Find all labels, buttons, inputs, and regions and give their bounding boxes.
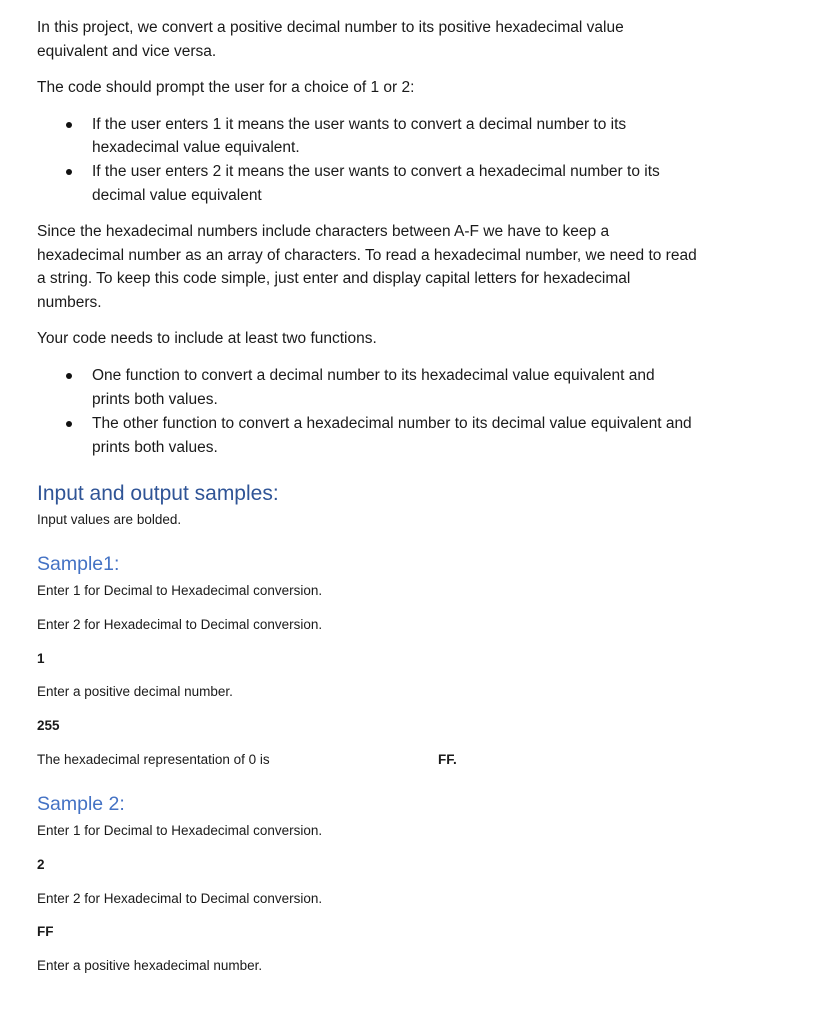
hexnote-line-2: hexadecimal number as an array of characters. To read a hexadecimal number, we need to read [37, 247, 697, 264]
sample1-input-choice: 1 [37, 651, 45, 666]
sample1-input-number: 255 [37, 718, 60, 733]
bullet-dot [66, 373, 72, 379]
sample1-result-value: FF. [438, 752, 457, 767]
bullet-function-2-line-2: prints both values. [92, 439, 218, 456]
bullet-choice-1-line-2: hexadecimal value equivalent. [92, 139, 300, 156]
sample2-option-2: Enter 2 for Hexadecimal to Decimal conversion. [37, 891, 323, 906]
bullet-choice-2-line-2: decimal value equivalent [92, 187, 262, 204]
sample1-option-2: Enter 2 for Hexadecimal to Decimal conversion. [37, 617, 323, 632]
io-heading: Input and output samples: [37, 482, 279, 505]
prompt-text: The code should prompt the user for a choice of 1 or 2: [37, 79, 415, 96]
bullet-function-1-line-2: prints both values. [92, 391, 218, 408]
io-note: Input values are bolded. [37, 512, 182, 527]
sample1-result-label: The hexadecimal representation of 0 is [37, 752, 270, 767]
bullet-dot [66, 421, 72, 427]
sample1-option-1: Enter 1 for Decimal to Hexadecimal conversion. [37, 583, 323, 598]
intro-line-1: In this project, we convert a positive decimal number to its positive hexadecimal value [37, 19, 624, 36]
bullet-choice-1-line-1: If the user enters 1 it means the user wants to convert a decimal number to its [92, 116, 627, 133]
intro-line-2: equivalent and vice versa. [37, 43, 217, 60]
functions-intro: Your code needs to include at least two functions. [37, 330, 377, 347]
sample2-input-hex: FF [37, 924, 54, 939]
sample2-option-1: Enter 1 for Decimal to Hexadecimal conversion. [37, 823, 323, 838]
bullet-dot [66, 169, 72, 175]
hexnote-line-4: numbers. [37, 294, 102, 311]
hexnote-line-3: a string. To keep this code simple, just enter and display capital letters for hexadecimal [37, 270, 631, 287]
sample2-title: Sample 2: [37, 793, 125, 815]
bullet-function-1-line-1: One function to convert a decimal number to its hexadecimal value equivalent and [92, 367, 655, 384]
sample1-title: Sample1: [37, 553, 120, 575]
hexnote-line-1: Since the hexadecimal numbers include characters between A-F we have to keep a [37, 223, 610, 240]
bullet-dot [66, 122, 72, 128]
sample1-ask: Enter a positive decimal number. [37, 684, 233, 699]
sample2-input-choice: 2 [37, 857, 45, 872]
bullet-choice-2-line-1: If the user enters 2 it means the user wants to convert a hexadecimal number to its [92, 163, 660, 180]
sample2-ask: Enter a positive hexadecimal number. [37, 958, 263, 973]
bullet-function-2-line-1: The other function to convert a hexadecimal number to its decimal value equivalent and [92, 415, 692, 432]
